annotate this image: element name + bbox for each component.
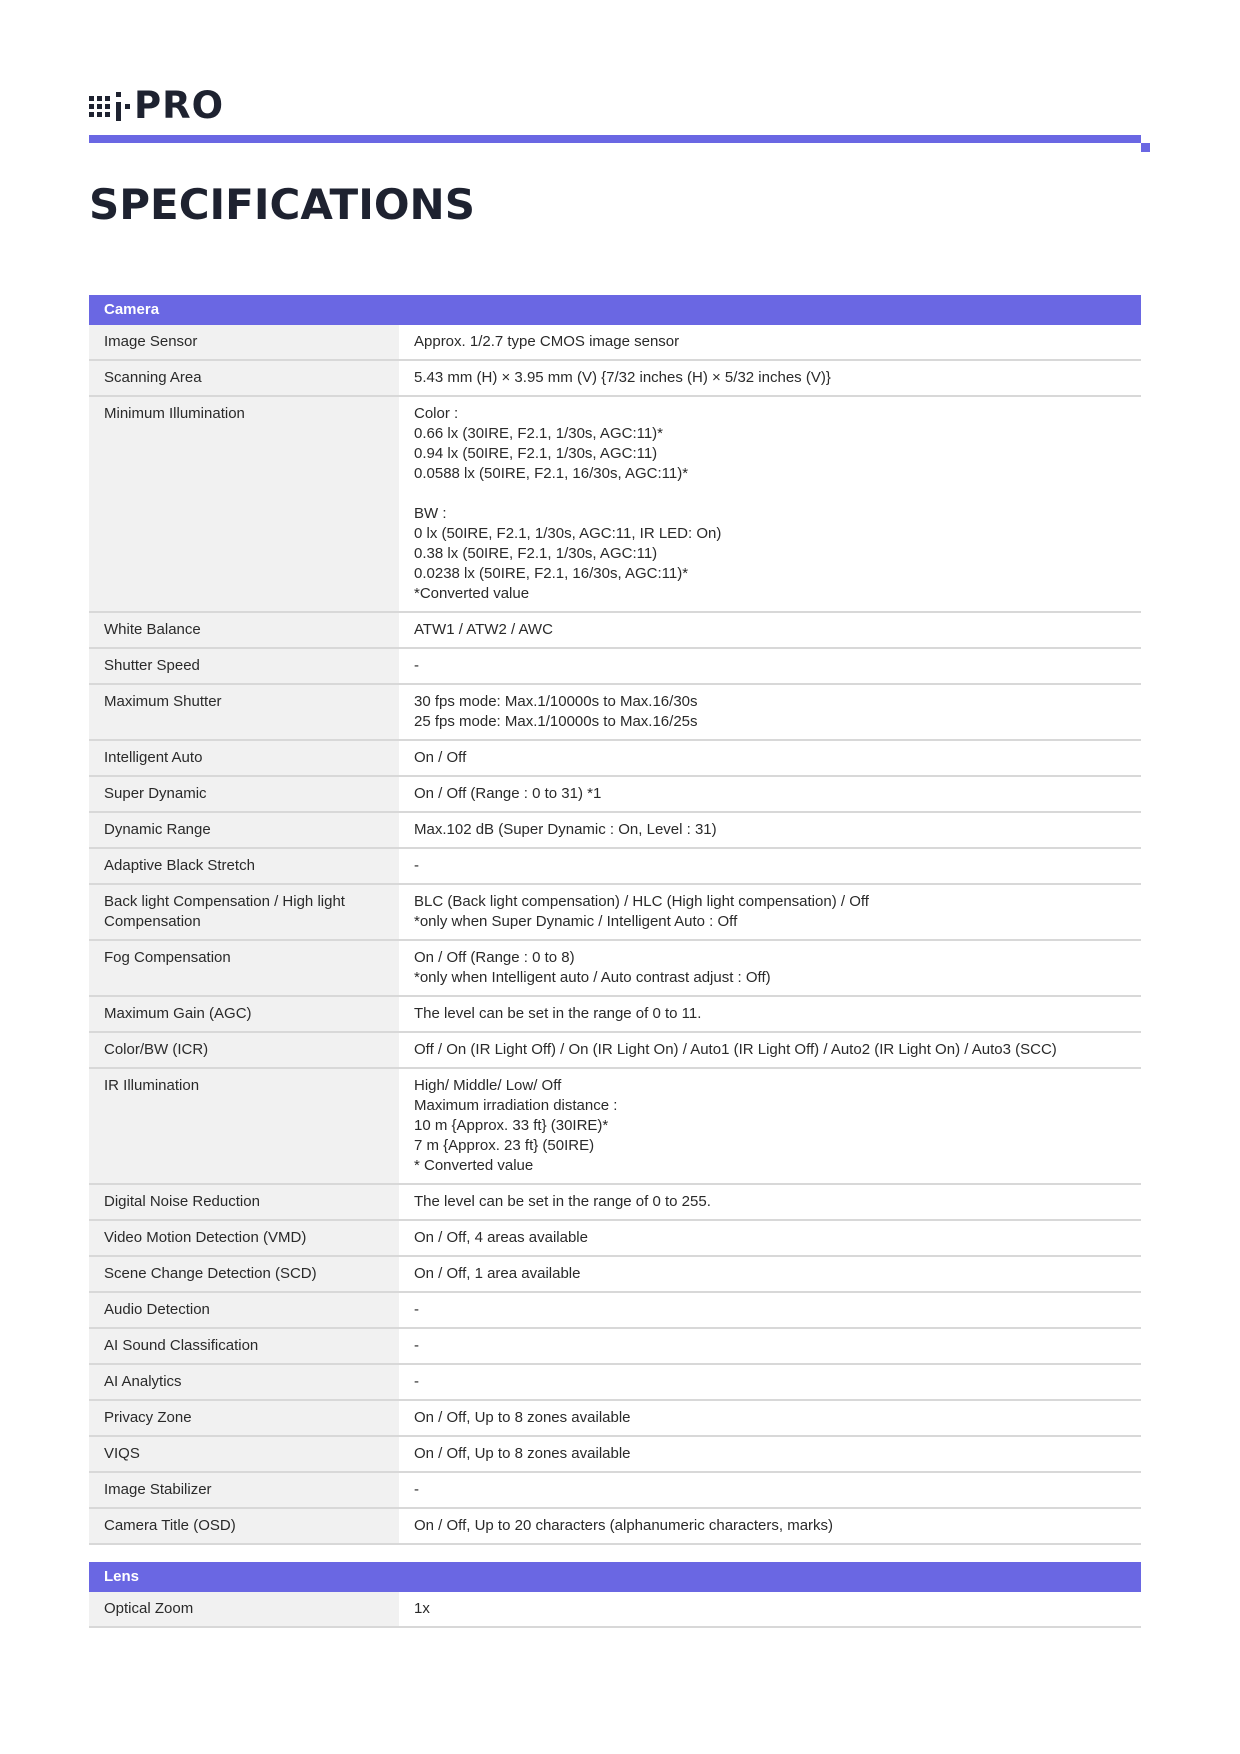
spec-label: Image Stabilizer [89,1473,399,1507]
spec-label: Image Sensor [89,325,399,359]
spec-row [89,777,1141,813]
spec-label: Adaptive Black Stretch [89,849,399,883]
header-rule [89,135,1141,143]
logo-separator-dot [125,104,130,109]
spec-label: AI Analytics [89,1365,399,1399]
spec-row [89,1257,1141,1293]
spec-row [89,1473,1141,1509]
spec-row [89,1221,1141,1257]
spec-row [89,361,1141,397]
spec-value: On / Off, Up to 8 zones available [414,1445,631,1462]
spec-value: Color : 0.66 lx (30IRE, F2.1, 1/30s, AGC:11)* 0.94 lx (50IRE, F2.1, 1/30s, AGC:11) 0.0588 lx (50IRE, F2.1, 16/30s, AGC:11)* BW : 0 lx (50IRE, F2.1, 1/30s, AGC:11, IR LED: On) 0.38 lx (50IRE, F2.1, 1/30s, AGC:11) 0.0238 lx (50IRE, F2.1, 16/30s, AGC:11)* *Converted value [414,405,722,602]
spec-value: 30 fps mode: Max.1/10000s to Max.16/30s 25 fps mode: Max.1/10000s to Max.16/25s [414,693,698,730]
spec-label: Dynamic Range [89,813,399,847]
spec-row [89,997,1141,1033]
spec-label: Maximum Shutter [89,685,399,739]
spec-row [89,1509,1141,1545]
spec-row [89,941,1141,997]
logo-text: PRO [134,84,225,127]
spec-row [89,1293,1141,1329]
spec-label: Maximum Gain (AGC) [89,997,399,1031]
spec-label: Privacy Zone [89,1401,399,1435]
spec-row [89,649,1141,685]
spec-value: On / Off, 1 area available [414,1265,581,1282]
spec-value: ATW1 / ATW2 / AWC [414,621,553,638]
spec-row [89,397,1141,613]
spec-label: Scene Change Detection (SCD) [89,1257,399,1291]
header-rule-tick [1141,143,1150,152]
spec-value: - [414,1337,419,1354]
spec-value: - [414,1301,419,1318]
spec-label: Scanning Area [89,361,399,395]
spec-row [89,849,1141,885]
spec-value: Off / On (IR Light Off) / On (IR Light On) / Auto1 (IR Light Off) / Auto2 (IR Light On) / Auto3 (SCC) [414,1041,1057,1058]
spec-table [89,295,1141,1628]
spec-value: On / Off (Range : 0 to 8) *only when Intelligent auto / Auto contrast adjust : Off) [414,949,771,986]
spec-row [89,1033,1141,1069]
spec-value: The level can be set in the range of 0 to 255. [414,1193,711,1210]
spec-row [89,1185,1141,1221]
spec-label: Super Dynamic [89,777,399,811]
spec-value: BLC (Back light compensation) / HLC (High light compensation) / Off *only when Super Dynamic / Intelligent Auto : Off [414,893,869,930]
spec-value: - [414,857,419,874]
spec-label: Shutter Speed [89,649,399,683]
spec-label: VIQS [89,1437,399,1471]
spec-row [89,325,1141,361]
spec-value: 1x [414,1600,430,1617]
spec-label: Minimum Illumination [89,397,399,611]
spec-value: 5.43 mm (H) × 3.95 mm (V) {7/32 inches (H) × 5/32 inches (V)} [414,369,831,386]
spec-row [89,1592,1141,1628]
spec-label: Color/BW (ICR) [89,1033,399,1067]
spec-value: High/ Middle/ Low/ Off Maximum irradiation distance : 10 m {Approx. 33 ft} (30IRE)* 7 m {Approx. 23 ft} (50IRE) * Converted value [414,1077,618,1174]
spec-label: Digital Noise Reduction [89,1185,399,1219]
spec-label: Optical Zoom [89,1592,399,1626]
spec-row [89,1401,1141,1437]
spec-value: On / Off, 4 areas available [414,1229,588,1246]
section-header-camera: Camera [89,295,1141,325]
spec-label: White Balance [89,613,399,647]
spec-label: Camera Title (OSD) [89,1509,399,1543]
spec-value: On / Off (Range : 0 to 31) *1 [414,785,602,802]
spec-row [89,685,1141,741]
spec-row [89,1069,1141,1185]
spec-value: On / Off, Up to 20 characters (alphanumeric characters, marks) [414,1517,834,1534]
spec-row [89,741,1141,777]
spec-label: Intelligent Auto [89,741,399,775]
spec-value: - [414,657,419,674]
spec-row [89,613,1141,649]
spec-row [89,1329,1141,1365]
spec-value: Approx. 1/2.7 type CMOS image sensor [414,333,680,350]
spec-value: - [414,1481,419,1498]
page-title: SPECIFICATIONS [89,180,475,229]
ipro-logo [89,84,225,127]
spec-label: Video Motion Detection (VMD) [89,1221,399,1255]
spec-row [89,1437,1141,1473]
spec-label: Audio Detection [89,1293,399,1327]
section-header-lens: Lens [89,1562,1141,1592]
spec-value: - [414,1373,419,1390]
logo-dots-icon [89,96,110,117]
spec-value: On / Off [414,749,467,766]
spec-label: IR Illumination [89,1069,399,1183]
spec-row [89,813,1141,849]
spec-value: Max.102 dB (Super Dynamic : On, Level : 31) [414,821,717,838]
spec-row [89,885,1141,941]
spec-row [89,1365,1141,1401]
spec-value: On / Off, Up to 8 zones available [414,1409,631,1426]
spec-label: Back light Compensation / High light Compensation [89,885,399,939]
spec-label: AI Sound Classification [89,1329,399,1363]
spec-label: Fog Compensation [89,941,399,995]
spec-value: The level can be set in the range of 0 to 11. [414,1005,702,1022]
logo-i-mark [116,92,121,121]
